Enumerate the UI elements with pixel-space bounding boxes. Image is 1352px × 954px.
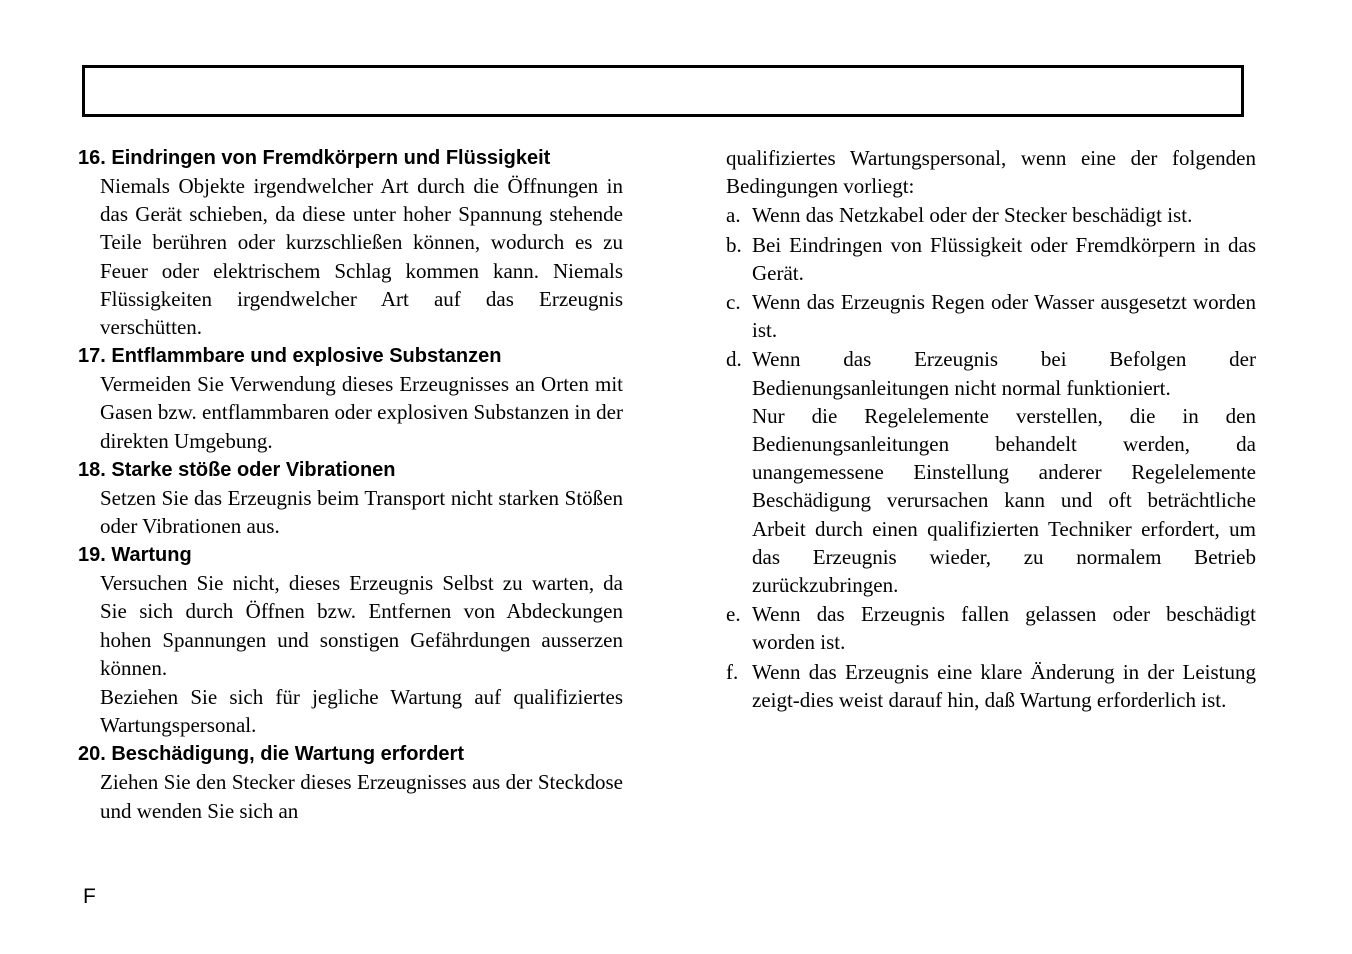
list-item-text: Wenn das Erzeugnis fallen gelassen oder beschädigt worden ist. — [752, 602, 1256, 655]
section-heading-20: 20. Beschädigung, die Wartung erfordert — [78, 743, 464, 766]
list-item-c — [726, 288, 1256, 344]
section-20-continuation: qualifiziertes Wartungspersonal, wenn eine der folgenden Bedingungen vorliegt: — [726, 146, 1256, 199]
right-column — [726, 144, 1256, 715]
section-heading-16: 16. Eindringen von Fremdkörpern und Flüssigkeit — [78, 147, 551, 169]
list-marker: a. — [726, 203, 741, 228]
list-item-text: Wenn das Erzeugnis eine klare Änderung in der Leistung zeigt-dies weist darauf hin, daß Wartung erforderlich ist. — [752, 659, 1256, 712]
header-box — [82, 65, 1244, 117]
list-item-e — [726, 600, 1256, 656]
list-item-f — [726, 658, 1256, 714]
list-marker: b. — [726, 232, 742, 257]
section-heading-19: 19. Wartung — [78, 544, 192, 567]
list-marker: d. — [726, 347, 742, 372]
section-18-paragraph: Setzen Sie das Erzeugnis beim Transport nicht starken Stößen oder Vibrationen aus. — [100, 485, 623, 539]
list-item-d — [726, 345, 1256, 401]
section-19-paragraph-1: Versuchen Sie nicht, dieses Erzeugnis Selbst zu warten, da Sie sich durch Öffnen bzw. Entfernen von Abdeckungen hohen Spannungen und sonstigen Gefährdungen ausserzen können. — [100, 571, 623, 680]
list-item-a — [726, 201, 1256, 229]
section-17-paragraph: Vermeiden Sie Verwendung dieses Erzeugnisses an Orten mit Gasen bzw. entflammbaren oder explosiven Substanzen in der direkten Umgebung. — [100, 372, 623, 453]
list-item-text: Bei Eindringen von Flüssigkeit oder Fremdkörpern in das Gerät. — [752, 232, 1256, 285]
list-marker: f. — [726, 659, 739, 684]
list-item-text: Wenn das Erzeugnis bei Befolgen der Bedienungsanleitungen nicht normal funktioniert. — [752, 347, 1256, 400]
list-item-b — [726, 231, 1256, 287]
list-item-d-note: Nur die Regelelemente verstellen, die in den Bedienungsanleitungen behandelt werden, da unangemessene Einstellung anderer Regelelemente Beschädigung verursachen kann und oft beträchtliche Arbeit durch einen qualifizierten Techniker erfordert, um das Erzeugnis wieder, zu normalem Betrieb zurückzubringen. — [752, 403, 1256, 598]
section-19-paragraph-2: Beziehen Sie sich für jegliche Wartung auf qualifiziertes Wartungspersonal. — [100, 685, 623, 738]
page-marker: F — [83, 885, 96, 908]
list-marker: c. — [726, 290, 741, 315]
list-item-text: Wenn das Netzkabel oder der Stecker beschädigt ist. — [752, 203, 1193, 228]
list-marker: e. — [726, 602, 741, 627]
section-heading-18: 18. Starke stöße oder Vibrationen — [78, 458, 396, 481]
section-20-paragraph: Ziehen Sie den Stecker dieses Erzeugnisses aus der Steckdose und wenden Sie sich an — [100, 770, 623, 823]
list-item-text: Wenn das Erzeugnis Regen oder Wasser ausgesetzt worden ist. — [752, 290, 1256, 343]
left-column — [78, 144, 623, 826]
section-16-paragraph: Niemals Objekte irgendwelcher Art durch die Öffnungen in das Gerät schieben, da diese unter hoher Spannung stehende Teile berühren oder kurzschließen können, wodurch es zu Feuer oder elektrischem Schlag kommen kann. Niemals Flüssigkeiten irgendwelcher Art auf das Erzeugnis verschütten. — [100, 174, 623, 340]
section-heading-17: 17. Entflammbare und explosive Substanzen — [78, 345, 502, 368]
